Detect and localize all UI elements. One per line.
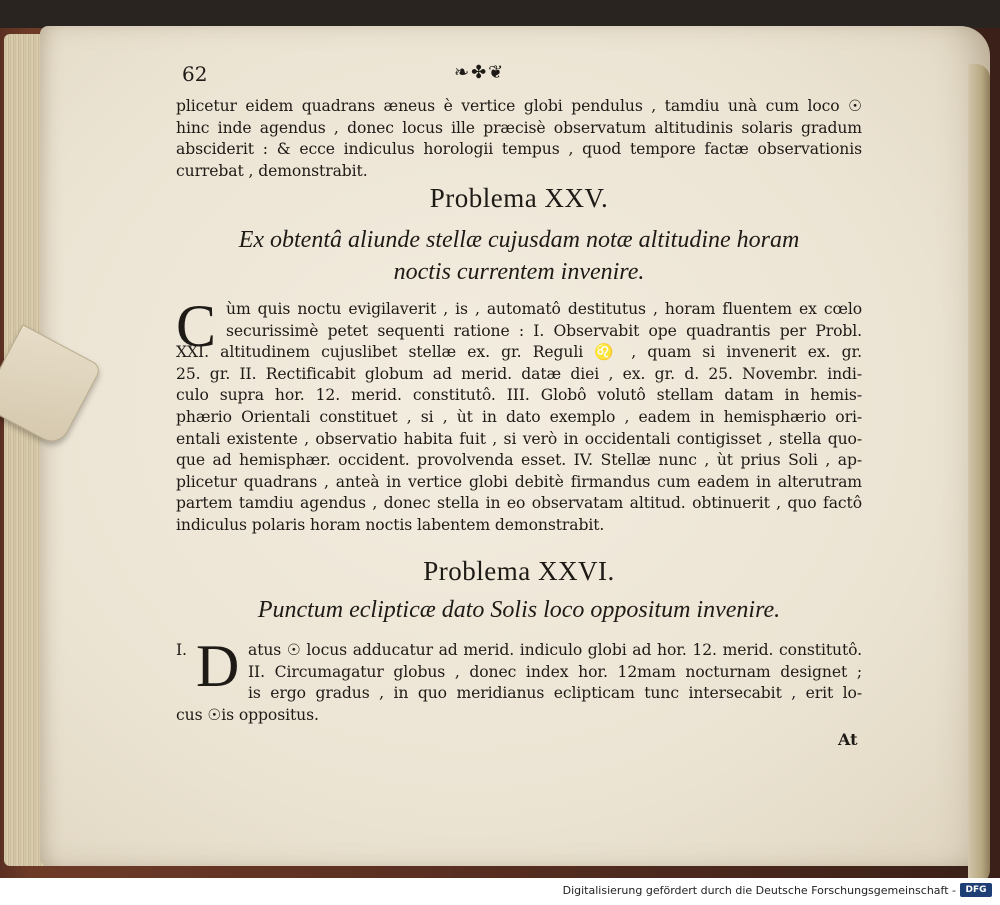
header-ornament: ❧✤❦: [454, 62, 506, 83]
page-curl: [968, 64, 990, 884]
problem-26-tail: [176, 705, 862, 727]
numeral-label: I.: [176, 641, 187, 659]
text-line: partem tamdiu agendus , donec stella in eo observatam altitud. obtinuerit , quo factô: [176, 494, 862, 513]
dropcap-c: C: [176, 293, 217, 359]
text-line: culo supra hor. 12. merid. constitutô. III. Globô volutô stellam datam in hemis-: [176, 386, 862, 405]
dropcap-d: D: [196, 633, 240, 699]
problem-26-title: Problema XXVI.: [423, 556, 615, 586]
problem-25-title: Problema XXV.: [429, 183, 609, 213]
problem-25-subtitle-line1: Ex obtentâ aliunde stellæ cujusdam notæ altitudine horam: [238, 227, 800, 253]
catchword: At: [838, 730, 858, 749]
text-line: que ad hemisphær. occident. provolvenda esset. IV. Stellæ nunc , ùt prius Soli , ap-: [176, 451, 862, 470]
text-line: 25. gr. II. Rectificabit globum ad merid. datæ diei , ex. gr. d. 25. Novembr. indi-: [176, 364, 862, 383]
text-line: cus ☉is oppositus.: [176, 705, 319, 724]
text-line: phærio Orientali constituet , si , ùt in dato exemplo , eadem in hemisphærio ori-: [176, 407, 862, 426]
problem-25-lines-indented: [226, 299, 862, 342]
intro-paragraph: [176, 96, 862, 182]
text-line: is ergo gradus , in quo meridianus eclipticam tunc intersecabit , erit lo-: [248, 684, 862, 703]
footer-credit: Digitalisierung gefördert durch die Deutsche Forschungsgemeinschaft -: [562, 884, 956, 897]
text-line: securissimè petet sequenti ratione : I. Observabit ope quadrantis per Probl.: [226, 321, 862, 340]
text-line: entali existente , observatio habita fuit , si verò in occidentali contigisset , stella quo-: [176, 429, 862, 448]
text-line: absciderit : & ecce indiculus horologii tempus , quod tempore factæ observationis: [176, 140, 862, 159]
text-line: hinc inde agendus , donec locus ille præcisè observatum altitudinis solaris gradum: [176, 118, 862, 137]
text-line: II. Circumagatur globus , donec index hor. 12mam nocturnam designet ;: [248, 662, 862, 681]
text-line: XXI. altitudinem cujuslibet stellæ ex. gr. Reguli ♌ , quam si invenerit ex. gr.: [176, 343, 862, 362]
problem-26-subtitle: Punctum eclipticæ dato Solis loco oppositum invenire.: [257, 597, 781, 623]
problem-25-body: [176, 342, 862, 536]
page-number: 62: [182, 62, 208, 86]
text-line: atus ☉ locus adducatur ad merid. indiculo globi ad hor. 12. merid. constitutô.: [248, 641, 862, 659]
problem-25-subtitle-line2: noctis currentem invenire.: [393, 259, 645, 285]
dfg-logo: DFG: [960, 883, 992, 897]
text-line: currebat , demonstrabit.: [176, 161, 368, 180]
text-line: indiculus polaris horam noctis labentem demonstrabit.: [176, 515, 605, 534]
problem-26-lines-indented: [248, 640, 862, 705]
text-line: plicetur eidem quadrans æneus è vertice globi pendulus , tamdiu unà cum loco ☉: [176, 97, 862, 115]
text-line: plicetur quadrans , anteà in vertice globi debitè firmandus cum eadem in alterutram: [176, 472, 862, 491]
text-line: ùm quis noctu evigilaverit , is , automatô destitutus , horam fluentem ex cœlo: [226, 300, 862, 318]
